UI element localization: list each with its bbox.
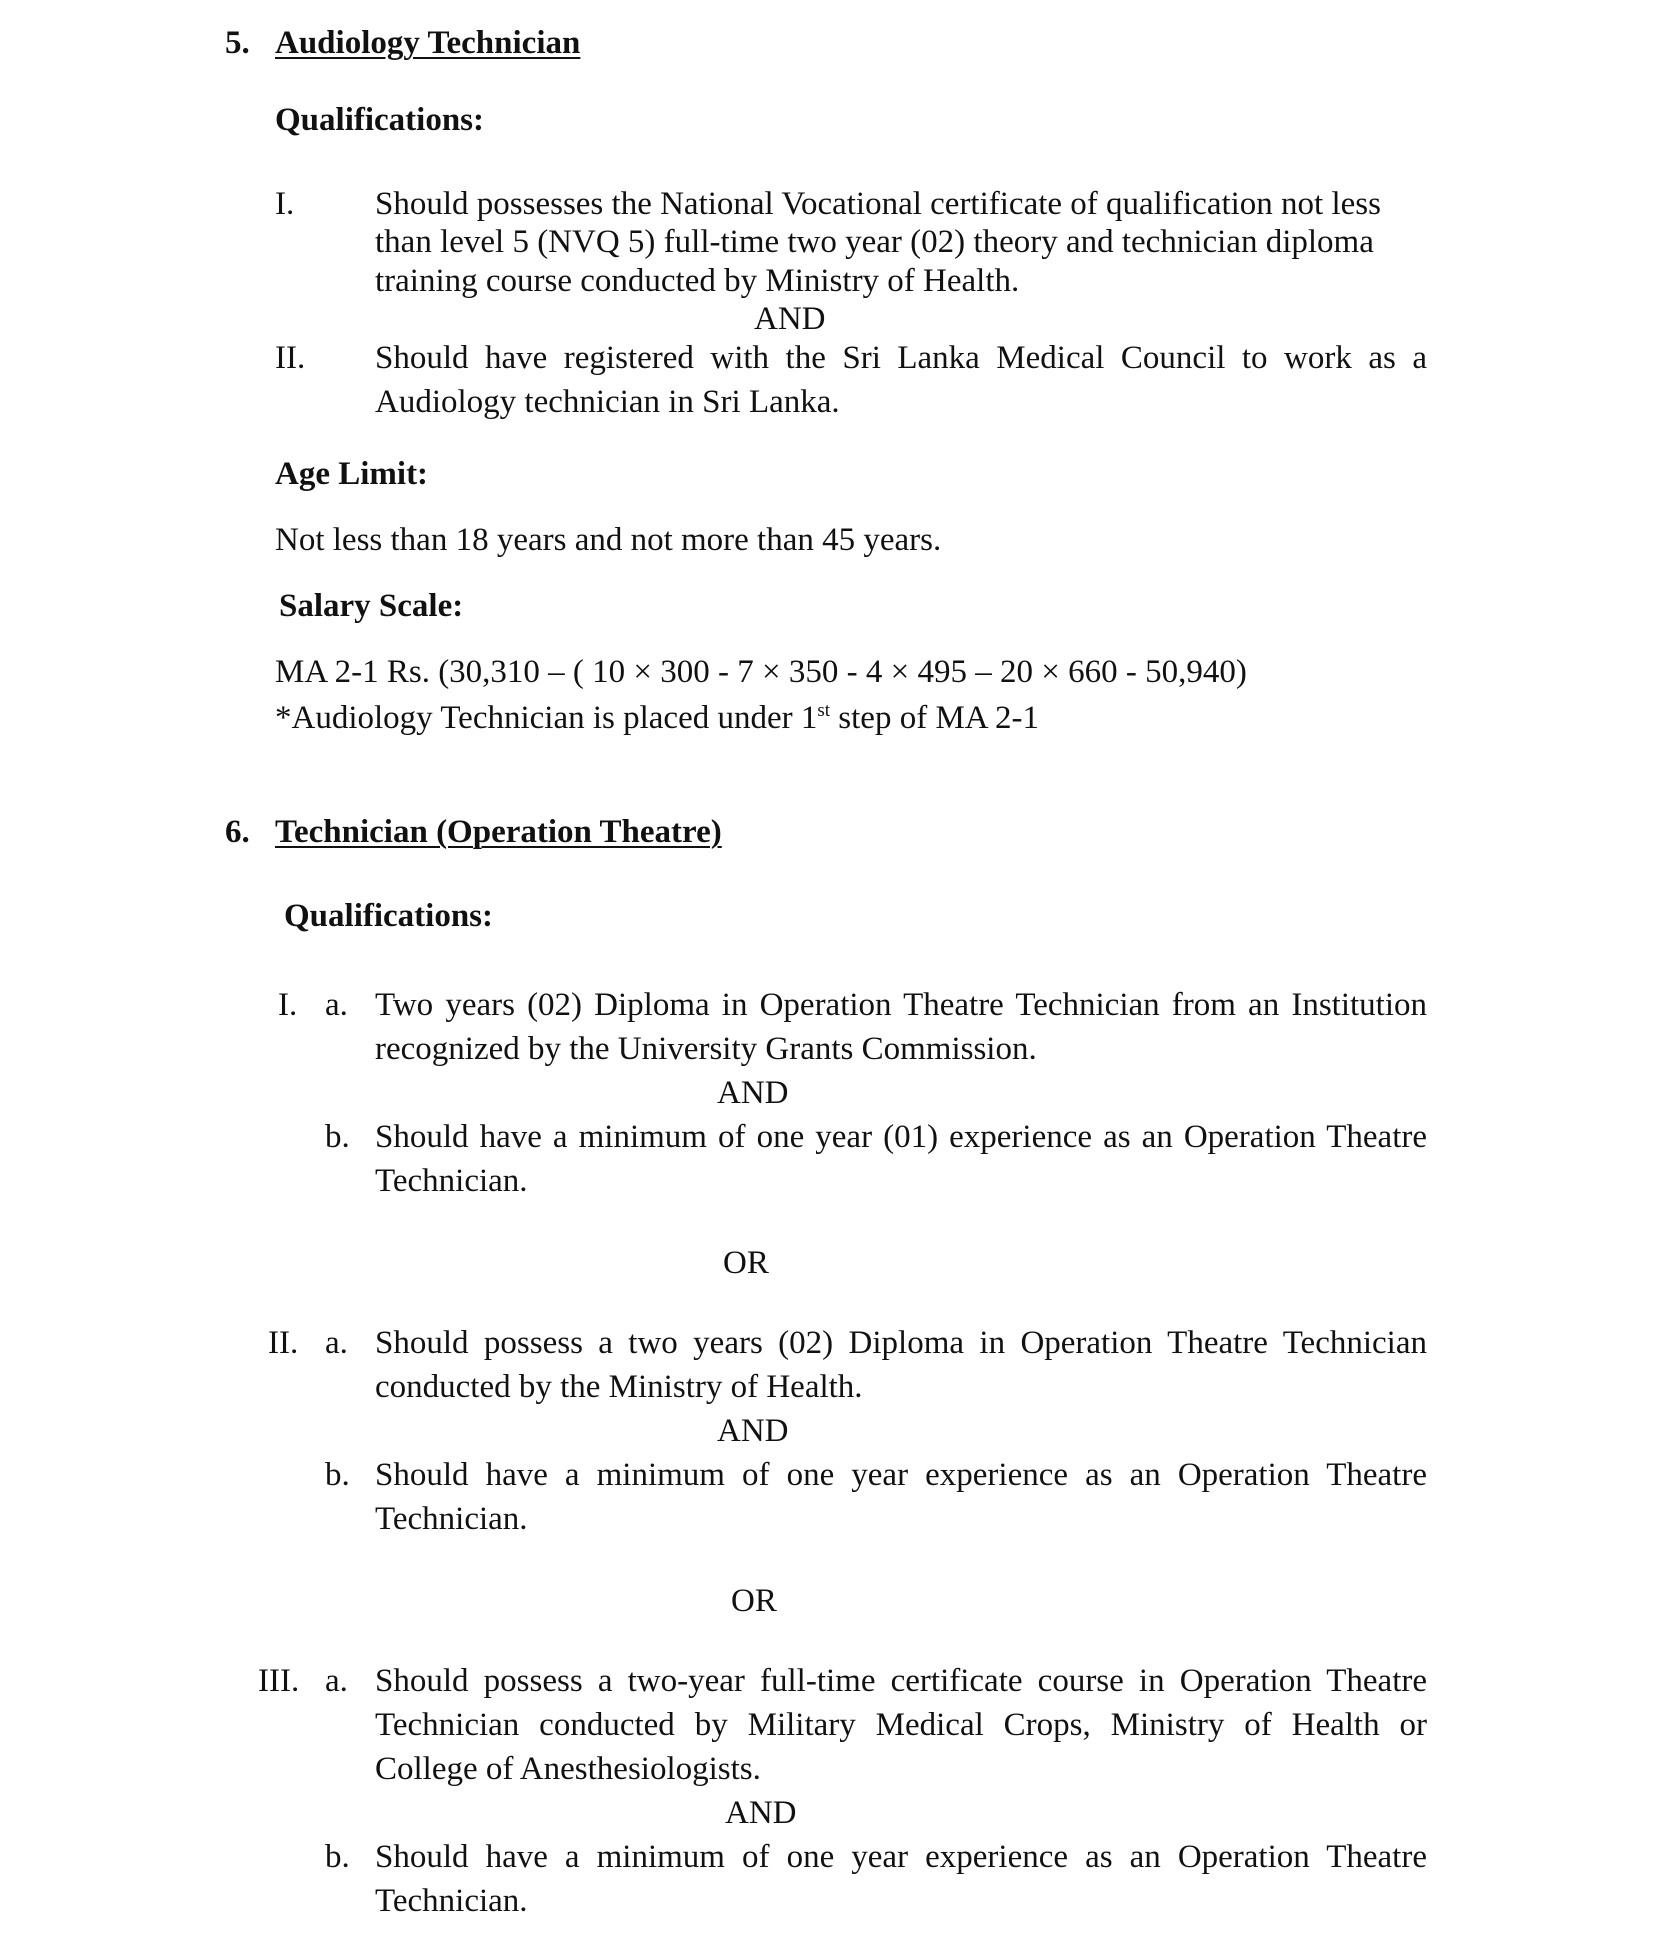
s6-option-1-a-line-1: Two years (02) Diploma in Operation Theatre Technician from an Institution — [375, 987, 1427, 1023]
s6-option-2-a-line-1: Should possess a two years (02) Diploma in Operation Theatre Technician — [375, 1325, 1427, 1361]
s6-option-2-b-line-2: Technician. — [375, 1501, 528, 1537]
s6-option-3-b-line-1: Should have a minimum of one year experience as an Operation Theatre — [375, 1839, 1427, 1875]
section-5-qualifications-heading: Qualifications: — [275, 102, 485, 138]
s6-option-2-b-line-1: Should have a minimum of one year experience as an Operation Theatre — [375, 1457, 1427, 1493]
s6-option-2-and: AND — [717, 1413, 789, 1449]
s5-item-1-numeral: I. — [275, 186, 295, 222]
s5-item-2-line-1: Should have registered with the Sri Lanka Medical Council to work as a — [375, 340, 1427, 376]
salary-note-sup: st — [817, 700, 831, 721]
s6-option-2-b-label: b. — [325, 1457, 350, 1493]
section-6-qualifications-heading: Qualifications: — [284, 898, 494, 934]
section-5-number: 5. — [225, 25, 250, 61]
salary-scale-line: MA 2-1 Rs. (30,310 – ( 10 × 300 - 7 × 350 - 4 × 495 – 20 × 660 - 50,940) — [275, 654, 1247, 690]
s5-item-2-numeral: II. — [275, 340, 306, 376]
s6-option-3-b-line-2: Technician. — [375, 1883, 528, 1919]
s6-option-3-a-label: a. — [325, 1663, 348, 1699]
salary-scale-heading: Salary Scale: — [279, 588, 464, 624]
s5-item-1-line-1: Should possesses the National Vocational certificate of qualification not less — [375, 186, 1381, 222]
s6-option-3-numeral: III. — [258, 1663, 300, 1699]
s6-option-3-a-line-2: Technician conducted by Military Medical Crops, Ministry of Health or — [375, 1707, 1427, 1743]
s6-option-2-numeral: II. — [268, 1325, 299, 1361]
s6-option-1-b-line-2: Technician. — [375, 1163, 528, 1199]
age-limit-heading: Age Limit: — [275, 456, 429, 492]
s6-option-3-a-line-1: Should possess a two-year full-time certificate course in Operation Theatre — [375, 1663, 1427, 1699]
salary-note — [275, 699, 1039, 739]
s6-option-1-numeral: I. — [278, 987, 298, 1023]
salary-note-prefix: *Audiology Technician is placed under 1 — [275, 700, 818, 736]
section-5-title: Audiology Technician — [275, 25, 581, 61]
age-limit-text: Not less than 18 years and not more than 45 years. — [275, 522, 942, 558]
s6-or-2: OR — [731, 1583, 777, 1619]
salary-note-suffix: step of MA 2-1 — [830, 700, 1040, 736]
s5-item-2-line-2: Audiology technician in Sri Lanka. — [375, 384, 840, 420]
s6-option-1-a-line-2: recognized by the University Grants Commission. — [375, 1031, 1037, 1067]
s6-option-1-b-line-1: Should have a minimum of one year (01) experience as an Operation Theatre — [375, 1119, 1427, 1155]
s6-option-3-b-label: b. — [325, 1839, 350, 1875]
s5-item-1-line-2: than level 5 (NVQ 5) full-time two year (02) theory and technician diploma — [375, 224, 1374, 260]
s6-option-1-and: AND — [717, 1075, 789, 1111]
s6-option-1-b-label: b. — [325, 1119, 350, 1155]
s6-option-3-a-line-3: College of Anesthesiologists. — [375, 1751, 761, 1787]
section-6-number: 6. — [225, 814, 250, 850]
s6-option-1-a-label: a. — [325, 987, 348, 1023]
s6-option-2-a-line-2: conducted by the Ministry of Health. — [375, 1369, 863, 1405]
s6-option-3-and: AND — [725, 1795, 797, 1831]
s5-and-label: AND — [754, 301, 826, 337]
s6-option-2-a-label: a. — [325, 1325, 348, 1361]
s5-item-1-line-3: training course conducted by Ministry of Health. — [375, 263, 1020, 299]
s6-or-1: OR — [723, 1245, 769, 1281]
section-6-title: Technician (Operation Theatre) — [275, 814, 722, 850]
